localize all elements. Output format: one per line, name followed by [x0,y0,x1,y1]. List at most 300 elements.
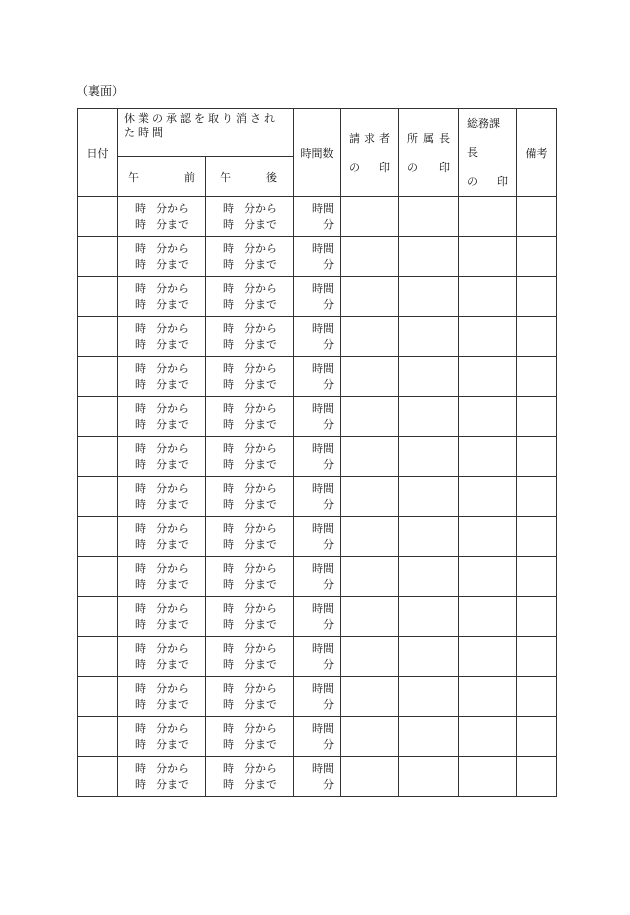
general-affairs-seal-in: 印 [497,175,508,188]
table-row [78,237,557,277]
minutes-unit: 分 [323,537,334,551]
am-time-cell[interactable] [118,397,206,437]
from-label: 分から [156,721,189,735]
until-label: 分まで [244,217,277,231]
hour-label: 時 [223,521,234,535]
remarks-cell[interactable] [517,357,557,397]
date-cell[interactable] [78,397,118,437]
hour-label: 時 [223,217,234,231]
table-row [78,597,557,637]
hours-cell[interactable] [294,597,341,637]
minutes-unit: 分 [323,297,334,311]
remarks-cell[interactable] [517,317,557,357]
date-cell[interactable] [78,677,118,717]
date-cell[interactable] [78,477,118,517]
from-label: 分から [156,761,189,775]
hours-cell[interactable] [294,517,341,557]
pm-time-cell[interactable] [206,597,294,637]
until-label: 分まで [156,697,189,711]
hour-label: 時 [223,681,234,695]
pm-time-cell[interactable] [206,517,294,557]
hours-cell[interactable] [294,197,341,237]
pm-right: 後 [266,170,277,184]
affiliation-seal-cell[interactable] [399,437,459,477]
pm-time-cell[interactable] [206,757,294,797]
header-requester-seal [341,109,399,197]
hour-label: 時 [223,481,234,495]
hour-label: 時 [135,697,146,711]
from-label: 分から [156,441,189,455]
hour-label: 時 [223,561,234,575]
header-am [118,157,206,197]
requester-seal-cell[interactable] [341,277,399,317]
hour-label: 時 [135,737,146,751]
hour-label: 時 [223,577,234,591]
general-affairs-seal-cell[interactable] [459,517,517,557]
hour-label: 時 [223,321,234,335]
am-left: 午 [128,170,139,184]
affiliation-seal-cell[interactable] [399,677,459,717]
requester-seal-cell[interactable] [341,397,399,437]
requester-seal-cell[interactable] [341,597,399,637]
affiliation-seal-cell[interactable] [399,237,459,277]
remarks-cell[interactable] [517,197,557,237]
from-label: 分から [156,481,189,495]
from-label: 分から [244,721,277,735]
until-label: 分まで [244,457,277,471]
hour-label: 時 [223,417,234,431]
hour-label: 時 [135,337,146,351]
table-row [78,677,557,717]
until-label: 分まで [244,737,277,751]
requester-seal-cell[interactable] [341,477,399,517]
pm-left: 午 [220,170,231,184]
header-approval-line2: た時間 [124,126,166,139]
hours-unit: 時間 [312,521,334,535]
minutes-unit: 分 [323,617,334,631]
hour-label: 時 [223,337,234,351]
header-affiliation-seal [399,109,459,197]
affiliation-seal-cell[interactable] [399,517,459,557]
affiliation-char-1: 所 [407,131,418,145]
am-time-cell[interactable] [118,317,206,357]
hours-unit: 時間 [312,241,334,255]
hours-cell[interactable] [294,397,341,437]
remarks-cell[interactable] [517,437,557,477]
affiliation-seal-cell[interactable] [399,717,459,757]
affiliation-seal-cell[interactable] [399,757,459,797]
date-cell[interactable] [78,597,118,637]
requester-seal-cell[interactable] [341,557,399,597]
until-label: 分まで [244,537,277,551]
from-label: 分から [156,361,189,375]
remarks-cell[interactable] [517,717,557,757]
requester-seal-cell[interactable] [341,237,399,277]
hour-label: 時 [223,441,234,455]
general-affairs-seal-cell[interactable] [459,717,517,757]
until-label: 分まで [244,577,277,591]
from-label: 分から [244,201,277,215]
leave-cancellation-table [77,108,557,797]
am-time-cell[interactable] [118,757,206,797]
from-label: 分から [156,281,189,295]
table-row [78,517,557,557]
hours-unit: 時間 [312,721,334,735]
requester-char-3: 者 [379,131,390,145]
hour-label: 時 [223,657,234,671]
hours-cell[interactable] [294,717,341,757]
hours-cell[interactable] [294,317,341,357]
from-label: 分から [244,561,277,575]
requester-char-2: 求 [364,131,375,145]
from-label: 分から [156,241,189,255]
hour-label: 時 [223,257,234,271]
hour-label: 時 [135,681,146,695]
until-label: 分まで [156,497,189,511]
pm-time-cell[interactable] [206,557,294,597]
table-row [78,717,557,757]
hours-unit: 時間 [312,481,334,495]
hours-unit: 時間 [312,201,334,215]
date-cell[interactable] [78,357,118,397]
affiliation-seal-cell[interactable] [399,277,459,317]
minutes-unit: 分 [323,497,334,511]
header-general-affairs-seal [459,109,517,197]
hour-label: 時 [223,497,234,511]
hour-label: 時 [223,737,234,751]
affiliation-seal-cell[interactable] [399,597,459,637]
affiliation-char-3: 長 [439,131,450,145]
affiliation-seal-no: の [407,160,418,174]
am-time-cell[interactable] [118,597,206,637]
minutes-unit: 分 [323,217,334,231]
until-label: 分まで [244,617,277,631]
from-label: 分から [156,321,189,335]
hour-label: 時 [135,321,146,335]
hour-label: 時 [223,201,234,215]
until-label: 分まで [244,777,277,791]
requester-char-1: 請 [349,131,360,145]
pm-time-cell[interactable] [206,237,294,277]
hour-label: 時 [223,361,234,375]
until-label: 分まで [244,337,277,351]
minutes-unit: 分 [323,657,334,671]
hour-label: 時 [223,601,234,615]
from-label: 分から [156,561,189,575]
minutes-unit: 分 [323,577,334,591]
hour-label: 時 [135,201,146,215]
hour-label: 時 [135,601,146,615]
until-label: 分まで [156,657,189,671]
remarks-cell[interactable] [517,637,557,677]
table-row [78,477,557,517]
date-cell[interactable] [78,197,118,237]
general-affairs-label: 総務課長 [467,117,500,159]
remarks-cell[interactable] [517,757,557,797]
minutes-unit: 分 [323,777,334,791]
affiliation-seal-cell[interactable] [399,317,459,357]
hour-label: 時 [223,617,234,631]
hour-label: 時 [135,721,146,735]
hour-label: 時 [135,657,146,671]
from-label: 分から [244,401,277,415]
from-label: 分から [156,401,189,415]
from-label: 分から [156,601,189,615]
requester-seal-in: 印 [379,160,390,174]
hours-unit: 時間 [312,601,334,615]
date-cell[interactable] [78,237,118,277]
requester-seal-cell[interactable] [341,197,399,237]
general-affairs-seal-cell[interactable] [459,557,517,597]
hour-label: 時 [135,361,146,375]
table-row [78,277,557,317]
affiliation-seal-cell[interactable] [399,397,459,437]
remarks-cell[interactable] [517,397,557,437]
until-label: 分まで [156,577,189,591]
hour-label: 時 [135,497,146,511]
until-label: 分まで [156,777,189,791]
remarks-cell[interactable] [517,597,557,637]
hours-cell[interactable] [294,237,341,277]
pm-time-cell[interactable] [206,277,294,317]
minutes-unit: 分 [323,257,334,271]
until-label: 分まで [244,377,277,391]
affiliation-seal-cell[interactable] [399,357,459,397]
date-cell[interactable] [78,277,118,317]
hours-cell[interactable] [294,637,341,677]
table-row [78,197,557,237]
general-affairs-seal-cell[interactable] [459,277,517,317]
am-time-cell[interactable] [118,637,206,677]
am-time-cell[interactable] [118,717,206,757]
minutes-unit: 分 [323,697,334,711]
affiliation-seal-cell[interactable] [399,557,459,597]
remarks-cell[interactable] [517,237,557,277]
hour-label: 時 [223,761,234,775]
affiliation-seal-cell[interactable] [399,637,459,677]
requester-seal-cell[interactable] [341,437,399,477]
hour-label: 時 [223,777,234,791]
hour-label: 時 [223,697,234,711]
until-label: 分まで [156,537,189,551]
table-row [78,357,557,397]
hour-label: 時 [135,457,146,471]
hours-cell[interactable] [294,757,341,797]
hours-unit: 時間 [312,641,334,655]
hour-label: 時 [223,297,234,311]
from-label: 分から [244,681,277,695]
pm-time-cell[interactable] [206,357,294,397]
header-hours-count: 時間数 [294,109,341,197]
until-label: 分まで [156,457,189,471]
until-label: 分まで [156,417,189,431]
header-pm [206,157,294,197]
table-row [78,317,557,357]
requester-seal-cell[interactable] [341,677,399,717]
until-label: 分まで [244,657,277,671]
general-affairs-seal-no: の [467,175,478,188]
requester-seal-cell[interactable] [341,757,399,797]
hour-label: 時 [135,561,146,575]
hour-label: 時 [135,777,146,791]
from-label: 分から [156,521,189,535]
hour-label: 時 [135,401,146,415]
date-cell[interactable] [78,717,118,757]
general-affairs-seal-cell[interactable] [459,317,517,357]
until-label: 分まで [156,337,189,351]
hour-label: 時 [223,457,234,471]
page-label: （裏面） [76,84,125,98]
header-approval-line1: 休業の承認を取り消され [124,112,278,125]
general-affairs-seal-cell[interactable] [459,237,517,277]
hours-cell[interactable] [294,677,341,717]
hour-label: 時 [135,241,146,255]
pm-time-cell[interactable] [206,397,294,437]
pm-time-cell[interactable] [206,717,294,757]
requester-seal-cell[interactable] [341,317,399,357]
am-time-cell[interactable] [118,557,206,597]
general-affairs-seal-cell[interactable] [459,677,517,717]
remarks-cell[interactable] [517,557,557,597]
am-time-cell[interactable] [118,357,206,397]
until-label: 分まで [156,257,189,271]
table-row [78,557,557,597]
from-label: 分から [244,441,277,455]
hours-cell[interactable] [294,357,341,397]
date-cell[interactable] [78,317,118,357]
am-right: 前 [184,170,195,184]
header-remarks: 備考 [517,109,557,197]
am-time-cell[interactable] [118,437,206,477]
general-affairs-seal-cell[interactable] [459,597,517,637]
from-label: 分から [244,321,277,335]
hour-label: 時 [223,537,234,551]
from-label: 分から [244,481,277,495]
affiliation-seal-in: 印 [439,160,450,174]
date-cell[interactable] [78,637,118,677]
requester-seal-no: の [349,160,360,174]
hour-label: 時 [135,417,146,431]
date-cell[interactable] [78,517,118,557]
general-affairs-seal-cell[interactable] [459,477,517,517]
am-time-cell[interactable] [118,237,206,277]
until-label: 分まで [156,617,189,631]
hours-cell[interactable] [294,557,341,597]
hour-label: 時 [223,281,234,295]
hours-unit: 時間 [312,561,334,575]
general-affairs-seal-cell[interactable] [459,397,517,437]
hours-unit: 時間 [312,281,334,295]
from-label: 分から [156,201,189,215]
until-label: 分まで [244,697,277,711]
from-label: 分から [156,681,189,695]
requester-seal-cell[interactable] [341,717,399,757]
affiliation-seal-cell[interactable] [399,477,459,517]
general-affairs-seal-cell[interactable] [459,197,517,237]
am-time-cell[interactable] [118,677,206,717]
table-row [78,757,557,797]
remarks-cell[interactable] [517,677,557,717]
requester-seal-cell[interactable] [341,637,399,677]
general-affairs-seal-cell[interactable] [459,357,517,397]
am-time-cell[interactable] [118,477,206,517]
until-label: 分まで [156,737,189,751]
pm-time-cell[interactable] [206,437,294,477]
date-cell[interactable] [78,437,118,477]
from-label: 分から [244,761,277,775]
hour-label: 時 [223,641,234,655]
table-row [78,437,557,477]
hours-unit: 時間 [312,441,334,455]
hour-label: 時 [223,401,234,415]
pm-time-cell[interactable] [206,677,294,717]
from-label: 分から [244,641,277,655]
hour-label: 時 [135,377,146,391]
pm-time-cell[interactable] [206,637,294,677]
until-label: 分まで [244,257,277,271]
affiliation-seal-cell[interactable] [399,197,459,237]
table-row [78,637,557,677]
hour-label: 時 [223,721,234,735]
hour-label: 時 [135,481,146,495]
requester-seal-cell[interactable] [341,517,399,557]
hour-label: 時 [223,241,234,255]
hour-label: 時 [135,281,146,295]
hours-cell[interactable] [294,277,341,317]
hours-unit: 時間 [312,681,334,695]
hours-cell[interactable] [294,477,341,517]
general-affairs-seal-cell[interactable] [459,757,517,797]
hour-label: 時 [135,441,146,455]
minutes-unit: 分 [323,457,334,471]
remarks-cell[interactable] [517,477,557,517]
pm-time-cell[interactable] [206,477,294,517]
header-approval-cancelled [118,109,294,157]
from-label: 分から [244,241,277,255]
pm-time-cell[interactable] [206,197,294,237]
am-time-cell[interactable] [118,197,206,237]
from-label: 分から [156,641,189,655]
am-time-cell[interactable] [118,277,206,317]
hours-unit: 時間 [312,401,334,415]
general-affairs-seal-cell[interactable] [459,637,517,677]
hour-label: 時 [135,577,146,591]
am-time-cell[interactable] [118,517,206,557]
hours-unit: 時間 [312,361,334,375]
remarks-cell[interactable] [517,277,557,317]
header-date: 日付 [78,109,118,197]
until-label: 分まで [244,497,277,511]
general-affairs-seal-cell[interactable] [459,437,517,477]
date-cell[interactable] [78,757,118,797]
hours-cell[interactable] [294,437,341,477]
minutes-unit: 分 [323,337,334,351]
hours-unit: 時間 [312,761,334,775]
until-label: 分まで [244,297,277,311]
until-label: 分まで [156,377,189,391]
date-cell[interactable] [78,557,118,597]
hour-label: 時 [135,537,146,551]
hour-label: 時 [135,217,146,231]
hour-label: 時 [135,521,146,535]
remarks-cell[interactable] [517,517,557,557]
from-label: 分から [244,281,277,295]
hour-label: 時 [135,617,146,631]
requester-seal-cell[interactable] [341,357,399,397]
minutes-unit: 分 [323,417,334,431]
from-label: 分から [244,361,277,375]
pm-time-cell[interactable] [206,317,294,357]
